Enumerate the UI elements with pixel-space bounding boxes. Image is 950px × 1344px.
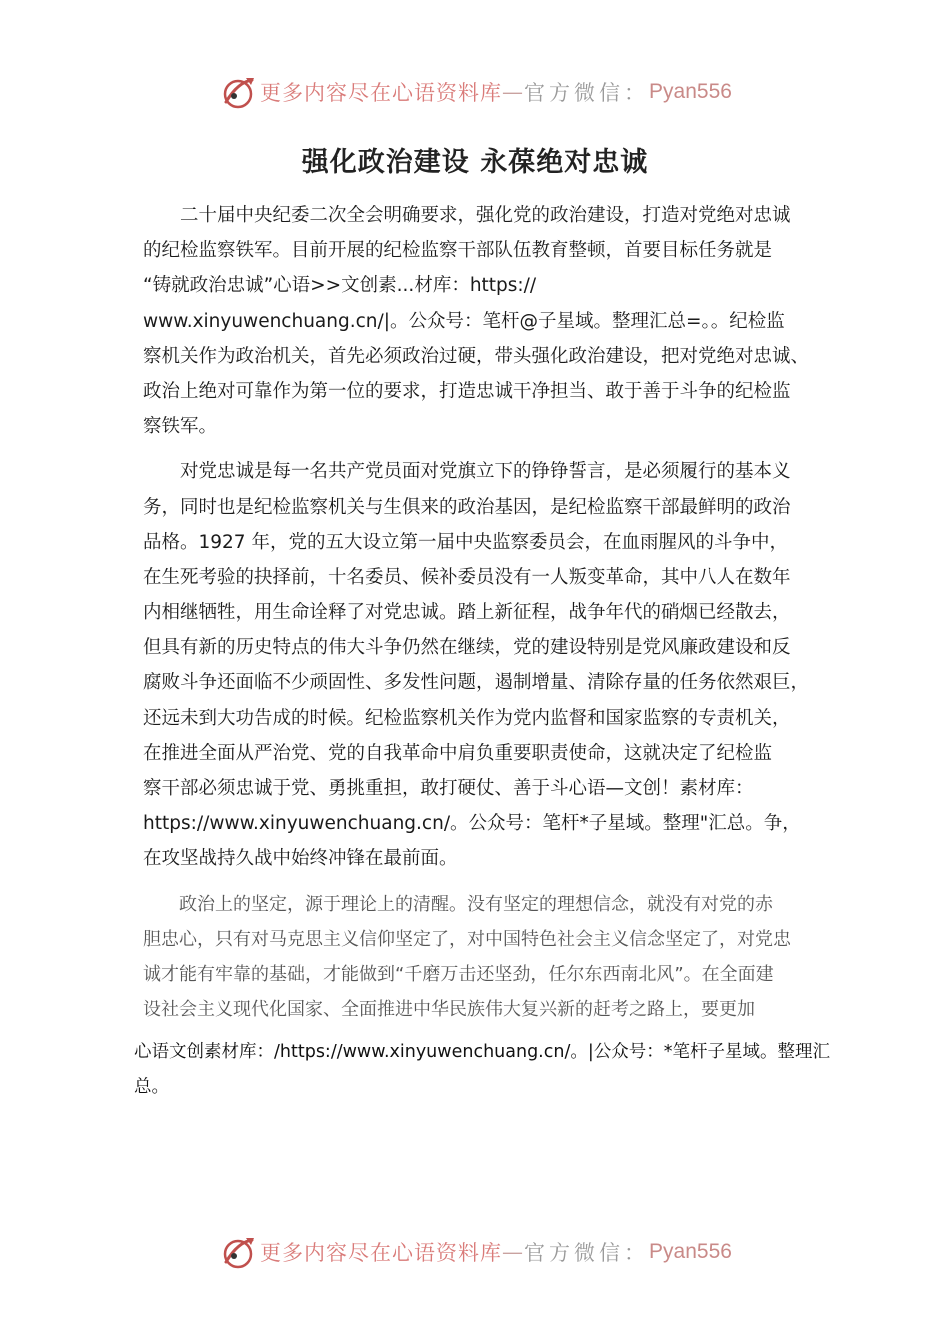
text-line: 总。 bbox=[134, 1077, 169, 1098]
text-line: 在生死考验的抉择前，十名委员、候补委员没有一人叛变革命，其中八人在数年 bbox=[143, 566, 791, 588]
watermark-id: Pyan556 bbox=[649, 80, 732, 103]
watermark-main: 更多内容尽在心语资料库 bbox=[260, 1241, 503, 1265]
text-line: 胆忠心，只有对马克思主义信仰坚定了，对中国特色社会主义信念坚定了，对党忠 bbox=[143, 928, 791, 950]
source-note bbox=[134, 1035, 834, 1105]
text-line: 内相继牺牲，用生命诠释了对党忠诚。踏上新征程，战争年代的硝烟已经散去， bbox=[143, 602, 791, 624]
text-line: “铸就政治忠诚”心语>>文创素...材库：https:// bbox=[143, 275, 537, 297]
text-line: 但具有新的历史特点的伟大斗争仍然在继续，党的建设特别是党风廉政建设和反 bbox=[143, 637, 791, 659]
watermark-dash: — bbox=[502, 1240, 525, 1264]
text-line: 还远未到大功告成的时候。纪检监察机关作为党内监督和国家监察的专责机关， bbox=[143, 707, 791, 729]
text-line: 政治上的坚定，源于理论上的清醒。没有坚定的理想信念，就没有对党的赤 bbox=[143, 893, 773, 915]
text-line: 的纪检监察铁军。目前开展的纪检监察干部队伍教育整顿，首要目标任务就是 bbox=[143, 240, 773, 262]
brand-logo-icon bbox=[218, 72, 258, 112]
brand-logo-icon bbox=[218, 1232, 258, 1272]
paragraph-2 bbox=[143, 454, 819, 876]
text-line: 二十届中央纪委二次全会明确要求，强化党的政治建设，打造对党绝对忠诚 bbox=[143, 205, 791, 226]
watermark-main: 更多内容尽在心语资料库 bbox=[260, 81, 503, 105]
text-line: 察干部必须忠诚于党、勇挑重担，敢打硬仗、善于斗心语—文创！素材库： bbox=[143, 778, 754, 799]
watermark-sub: 官方微信： bbox=[524, 81, 650, 105]
text-line: 品格。1927 年，党的五大设立第一届中央监察委员会，在血雨腥风的斗争中， bbox=[143, 531, 788, 553]
text-line: 心语文创素材库：/https://www.xinyuwenchuang.cn/。|公众号：*笔杆子星域。整理汇 bbox=[134, 1042, 830, 1062]
document-title: 强化政治建设 永葆绝对忠诚 bbox=[301, 147, 649, 178]
paragraph-3 bbox=[143, 887, 819, 1028]
paragraph-1 bbox=[143, 198, 819, 444]
text-line: 腐败斗争还面临不少顽固性、多发性问题，遏制增量、清除存量的任务依然艰巨， bbox=[143, 672, 810, 694]
document-body bbox=[143, 198, 819, 1037]
text-line: 务，同时也是纪检监察机关与生俱来的政治基因，是纪检监察干部最鲜明的政治 bbox=[143, 496, 791, 518]
text-line: 在推进全面从严治党、党的自我革命中肩负重要职责使命，这就决定了纪检监 bbox=[143, 742, 773, 764]
text-line: 政治上绝对可靠作为第一位的要求，打造忠诚干净担当、敢于善于斗争的纪检监 bbox=[143, 380, 791, 402]
text-line: 察机关作为政治机关，首先必须政治过硬，带头强化政治建设，把对党绝对忠诚、 bbox=[143, 345, 810, 367]
text-line: 诚才能有牢靠的基础，才能做到“千磨万击还坚劲，任尔东西南北风”。在全面建 bbox=[143, 963, 774, 985]
text-line: www.xinyuwenchuang.cn/|。公众号：笔杆@子星域。整理汇总=。。纪检监 bbox=[143, 310, 785, 332]
text-line: 察铁军。 bbox=[143, 416, 218, 438]
text-line: 在攻坚战持久战中始终冲锋在最前面。 bbox=[143, 848, 458, 870]
watermark-dash: — bbox=[502, 80, 525, 104]
text-line: 对党忠诚是每一名共产党员面对党旗立下的铮铮誓言，是必须履行的基本义 bbox=[143, 461, 791, 483]
watermark-id: Pyan556 bbox=[649, 1240, 732, 1263]
text-line: https://www.xinyuwenchuang.cn/。公众号：笔杆*子星域。整理"汇总。争， bbox=[143, 813, 801, 835]
watermark-sub: 官方微信： bbox=[524, 1241, 650, 1265]
header-watermark bbox=[0, 70, 950, 114]
text-line: 设社会主义现代化国家、全面推进中华民族伟大复兴新的赶考之路上，要更加 bbox=[143, 999, 755, 1021]
footer-watermark bbox=[0, 1230, 950, 1274]
